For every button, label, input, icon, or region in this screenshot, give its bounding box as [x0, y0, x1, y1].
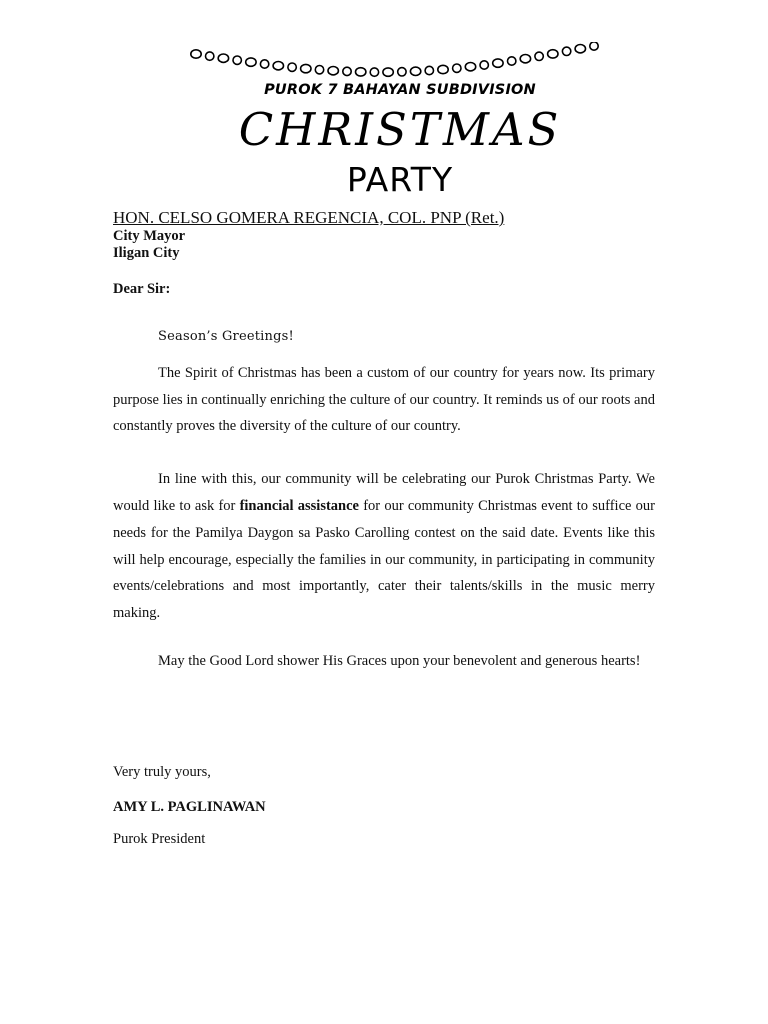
garland-bead — [575, 45, 585, 53]
paragraph-1: The Spirit of Christmas has been a custom of our country for years now. Its primary purpose lies in continually enriching the culture of our country. It reminds us of our roots and constantly proves the diversity of the culture of our country. — [113, 364, 655, 435]
garland-bead — [590, 42, 598, 50]
paragraph-2-text-after: for our community Christmas event to suffice our needs for the Pamilya Daygon sa Pasko Carolling contest on the said date. Events like this will help encourage, especially the families in our community, in participating in community events/celebrations and most importantly, cater their talents/skills in the music merry making. — [113, 497, 655, 622]
garland-bead — [438, 65, 448, 73]
garland-bead — [246, 58, 256, 66]
garland-bead — [410, 67, 420, 75]
addressee-position: City Mayor — [113, 228, 186, 244]
signer-name: AMY L. PAGLINAWAN — [113, 799, 266, 816]
garland-bead — [398, 68, 406, 76]
garland-bead — [480, 61, 488, 69]
garland-bead — [301, 64, 311, 72]
garland-bead — [343, 67, 351, 75]
garland-bead — [315, 66, 323, 74]
garland-bead — [370, 68, 378, 76]
greeting-line: Season’s Greetings! — [158, 329, 294, 344]
letter-body — [113, 208, 655, 848]
closing: Very truly yours, — [113, 764, 211, 781]
paragraph-2-bold: financial assistance — [239, 497, 359, 514]
garland-bead — [356, 68, 366, 76]
garland-bead — [493, 59, 503, 67]
garland-bead — [465, 63, 475, 71]
garland-bead — [508, 57, 516, 65]
garland-bead — [425, 66, 433, 74]
garland-bead — [233, 56, 241, 64]
paragraph-3: May the Good Lord shower His Graces upon your benevolent and generous hearts! — [158, 652, 641, 669]
garland-bead — [218, 54, 228, 62]
garland-bead — [535, 52, 543, 60]
garland-bead — [288, 63, 296, 71]
signer-title: Purok President — [113, 830, 206, 847]
party-title: PARTY — [346, 160, 454, 199]
garland-bead — [562, 47, 570, 55]
garland-bead — [548, 50, 558, 58]
addressee-city: Iligan City — [113, 245, 180, 261]
garland-bead — [383, 68, 393, 76]
salutation: Dear Sir: — [113, 281, 171, 297]
subdivision-heading: PUROK 7 BAHAYAN SUBDIVISION — [264, 82, 536, 98]
christmas-title: CHRISTMAS — [238, 103, 562, 156]
garland-bead — [260, 60, 268, 68]
paragraph-2 — [113, 466, 655, 627]
garland-bead — [453, 64, 461, 72]
garland-decoration — [190, 42, 600, 82]
garland-bead — [191, 50, 201, 58]
paragraph-2-text-before: In line with this, our community will be celebrating our Purok Christmas Party. We would like to ask for — [113, 471, 655, 514]
garland-bead — [273, 62, 283, 70]
garland-bead — [520, 55, 530, 63]
garland-bead — [206, 52, 214, 60]
garland-bead — [328, 67, 338, 75]
addressee-name: HON. CELSO GOMERA REGENCIA, COL. PNP (Ret.) — [113, 208, 505, 227]
